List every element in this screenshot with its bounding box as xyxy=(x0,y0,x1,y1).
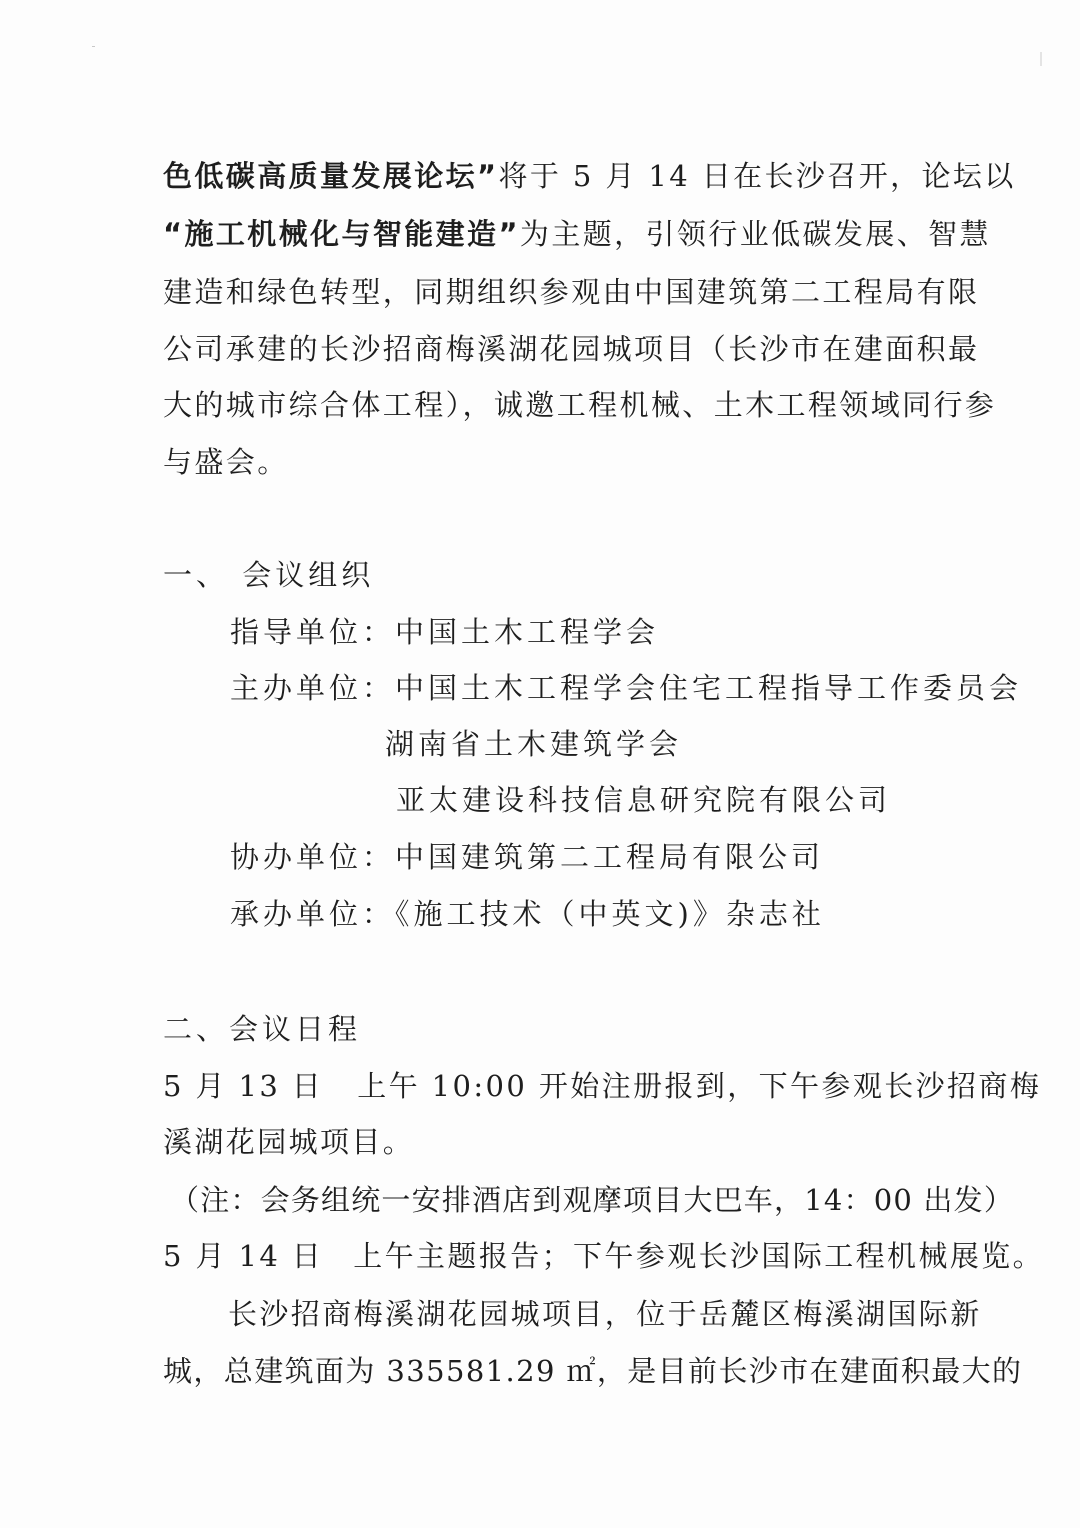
intro-line-2-text: 为主题，引领行业低碳发展、智慧 xyxy=(519,217,991,251)
project-line-2: 城，总建筑面为 335581.29 ㎡，是目前长沙市在建面积最大的 xyxy=(163,1354,1023,1388)
day2-date: 5 月 14 日 xyxy=(163,1239,324,1273)
intro-line-1-bold: 色低碳高质量发展论坛” xyxy=(163,159,499,193)
section1-heading: 一、 会议组织 xyxy=(163,558,375,592)
intro-line-2-bold: “施工机械化与智能建造” xyxy=(163,217,520,251)
day1-text: 上午 10:00 开始注册报到，下午参观长沙招商梅 xyxy=(357,1069,1042,1103)
host-unit-label: 主办单位： xyxy=(230,671,396,705)
project-line-1: 长沙招商梅溪湖花园城项目，位于岳麓区梅溪湖国际新 xyxy=(228,1297,982,1331)
day1-continuation: 溪湖花园城项目。 xyxy=(163,1125,415,1159)
co-unit-label: 协办单位： xyxy=(230,840,396,874)
intro-line-4: 公司承建的长沙招商梅溪湖花园城项目（长沙市在建面积最 xyxy=(163,332,980,366)
section2-heading: 二、会议日程 xyxy=(163,1012,362,1046)
guide-unit-value: 中国土木工程学会 xyxy=(395,615,660,649)
guide-unit-row xyxy=(230,612,659,652)
intro-line-1 xyxy=(163,156,1016,196)
intro-line-6: 与盛会。 xyxy=(163,445,289,479)
schedule-note: （注：会务组统一安排酒店到观摩项目大巴车，14：00 出发） xyxy=(170,1183,1015,1217)
scan-speck xyxy=(92,46,95,47)
scan-speck xyxy=(1040,52,1042,66)
co-unit-value: 中国建筑第二工程局有限公司 xyxy=(395,840,825,874)
organizer-unit-row xyxy=(230,894,825,934)
intro-line-1-text: 将于 5 月 14 日在长沙召开，论坛以 xyxy=(498,159,1016,193)
intro-line-2 xyxy=(163,214,991,254)
host-unit-value-3: 亚太建设科技信息研究院有限公司 xyxy=(396,783,892,817)
guide-unit-label: 指导单位： xyxy=(230,615,396,649)
day1-date: 5 月 13 日 xyxy=(163,1069,324,1103)
host-unit-row xyxy=(230,668,1022,708)
co-unit-row xyxy=(230,837,824,877)
host-unit-value-2: 湖南省土木建筑学会 xyxy=(385,727,683,761)
intro-line-3: 建造和绿色转型，同期组织参观由中国建筑第二工程局有限 xyxy=(163,275,980,309)
intro-line-5: 大的城市综合体工程），诚邀工程机械、土木工程领域同行参 xyxy=(163,388,997,422)
day1-row xyxy=(163,1066,1041,1106)
organizer-unit-value: 《施工技术（中英文)》杂志社 xyxy=(395,897,825,931)
host-unit-value-1: 中国土木工程学会住宅工程指导工作委员会 xyxy=(395,671,1023,705)
organizer-unit-label: 承办单位： xyxy=(230,897,396,931)
day2-row xyxy=(163,1236,1044,1276)
day2-text: 上午主题报告；下午参观长沙国际工程机械展览。 xyxy=(353,1239,1045,1273)
